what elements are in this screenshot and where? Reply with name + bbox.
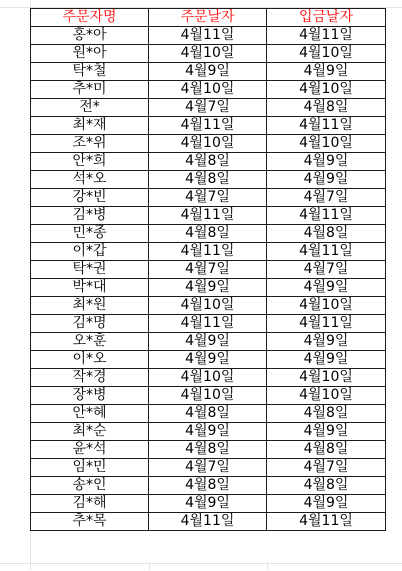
orderer-name-cell[interactable]: 최*순 — [31, 423, 149, 441]
table-row — [31, 207, 386, 225]
orderer-name-cell[interactable]: 민*종 — [31, 225, 149, 243]
order-date-cell[interactable]: 4월11일 — [149, 207, 267, 225]
order-date-cell[interactable]: 4월10일 — [149, 369, 267, 387]
order-date-cell[interactable]: 4월8일 — [149, 171, 267, 189]
table-row — [31, 459, 386, 477]
table-row — [31, 27, 386, 45]
order-date-cell[interactable]: 4월9일 — [149, 333, 267, 351]
payment-date-cell[interactable]: 4월8일 — [267, 405, 386, 423]
order-date-cell[interactable]: 4월9일 — [149, 279, 267, 297]
orderer-name-cell[interactable]: 최*원 — [31, 297, 149, 315]
payment-date-cell[interactable]: 4월9일 — [267, 495, 386, 513]
gridline-col-divider — [267, 562, 268, 570]
table-row — [31, 333, 386, 351]
table-row — [31, 243, 386, 261]
orderer-name-cell[interactable]: 안*혜 — [31, 405, 149, 423]
payment-date-cell[interactable]: 4월9일 — [267, 279, 386, 297]
orderer-name-cell[interactable]: 최*재 — [31, 117, 149, 135]
order-date-cell[interactable]: 4월10일 — [149, 387, 267, 405]
gridline-top — [0, 0, 402, 8]
order-date-cell[interactable]: 4월9일 — [149, 63, 267, 81]
orderer-name-cell[interactable]: 조*위 — [31, 135, 149, 153]
table-row — [31, 405, 386, 423]
order-date-cell[interactable]: 4월10일 — [149, 297, 267, 315]
table-row — [31, 153, 386, 171]
order-date-cell[interactable]: 4월9일 — [149, 495, 267, 513]
table-row — [31, 513, 386, 531]
order-date-cell[interactable]: 4월8일 — [149, 477, 267, 495]
order-date-cell[interactable]: 4월7일 — [149, 99, 267, 117]
orderer-name-cell[interactable]: 작*경 — [31, 369, 149, 387]
orderer-name-cell[interactable]: 이*오 — [31, 351, 149, 369]
orderer-name-cell[interactable]: 오*훈 — [31, 333, 149, 351]
orderer-name-cell[interactable]: 추*목 — [31, 513, 149, 531]
table-row — [31, 477, 386, 495]
orderer-name-cell[interactable]: 안*희 — [31, 153, 149, 171]
orderer-name-cell[interactable]: 임*민 — [31, 459, 149, 477]
table-row — [31, 81, 386, 99]
orderer-name-cell[interactable]: 윤*석 — [31, 441, 149, 459]
order-date-cell[interactable]: 4월9일 — [149, 423, 267, 441]
table-row — [31, 135, 386, 153]
payment-date-cell[interactable]: 4월9일 — [267, 63, 386, 81]
order-date-cell[interactable]: 4월8일 — [149, 153, 267, 171]
table-row — [31, 117, 386, 135]
orderer-name-cell[interactable]: 김*해 — [31, 495, 149, 513]
payment-date-cell[interactable]: 4월11일 — [267, 207, 386, 225]
payment-date-cell[interactable]: 4월10일 — [267, 81, 386, 99]
orderer-name-cell[interactable]: 김*명 — [31, 315, 149, 333]
table-row — [31, 225, 386, 243]
payment-date-cell[interactable]: 4월11일 — [267, 243, 386, 261]
table-row — [31, 297, 386, 315]
table-body — [31, 27, 386, 531]
payment-date-cell[interactable]: 4월10일 — [267, 297, 386, 315]
gridline-col-divider — [149, 562, 150, 570]
payment-date-cell[interactable]: 4월11일 — [267, 27, 386, 45]
order-date-cell[interactable]: 4월9일 — [149, 351, 267, 369]
order-date-cell[interactable]: 4월11일 — [149, 315, 267, 333]
order-date-cell[interactable]: 4월11일 — [149, 117, 267, 135]
table-row — [31, 261, 386, 279]
payment-date-cell[interactable]: 4월11일 — [267, 315, 386, 333]
orderer-name-cell[interactable]: 김*병 — [31, 207, 149, 225]
order-date-cell[interactable]: 4월7일 — [149, 459, 267, 477]
header-payment-date[interactable]: 입금날자 — [267, 9, 386, 27]
table-row — [31, 171, 386, 189]
payment-date-cell[interactable]: 4월11일 — [267, 513, 386, 531]
order-date-cell[interactable]: 4월8일 — [149, 225, 267, 243]
order-date-cell[interactable]: 4월10일 — [149, 45, 267, 63]
table-row — [31, 63, 386, 81]
header-orderer-name[interactable]: 주문자명 — [31, 9, 149, 27]
payment-date-cell[interactable]: 4월9일 — [267, 153, 386, 171]
table-row — [31, 45, 386, 63]
payment-date-cell[interactable]: 4월8일 — [267, 441, 386, 459]
table-row — [31, 189, 386, 207]
order-date-cell[interactable]: 4월8일 — [149, 405, 267, 423]
orderer-name-cell[interactable]: 탁*철 — [31, 63, 149, 81]
table-row — [31, 351, 386, 369]
payment-date-cell[interactable]: 4월7일 — [267, 459, 386, 477]
table-row — [31, 315, 386, 333]
gridline-left — [0, 0, 31, 570]
payment-date-cell[interactable]: 4월10일 — [267, 387, 386, 405]
table-row — [31, 279, 386, 297]
table-row — [31, 495, 386, 513]
orderer-name-cell[interactable]: 탁*권 — [31, 261, 149, 279]
payment-date-cell[interactable]: 4월8일 — [267, 99, 386, 117]
payment-date-cell[interactable]: 4월9일 — [267, 171, 386, 189]
table-row — [31, 369, 386, 387]
orderer-name-cell[interactable]: 강*빈 — [31, 189, 149, 207]
order-date-cell[interactable]: 4월10일 — [149, 81, 267, 99]
orderer-name-cell[interactable]: 홍*아 — [31, 27, 149, 45]
payment-date-cell[interactable]: 4월10일 — [267, 369, 386, 387]
payment-date-cell[interactable]: 4월10일 — [267, 45, 386, 63]
table-row — [31, 441, 386, 459]
orderer-name-cell[interactable]: 추*미 — [31, 81, 149, 99]
table-row — [31, 423, 386, 441]
header-row — [31, 9, 386, 27]
payment-date-cell[interactable]: 4월9일 — [267, 423, 386, 441]
payment-date-cell[interactable]: 4월11일 — [267, 117, 386, 135]
payment-date-cell[interactable]: 4월7일 — [267, 189, 386, 207]
orderer-name-cell[interactable]: 이*갑 — [31, 243, 149, 261]
orderer-name-cell[interactable]: 장*병 — [31, 387, 149, 405]
orderer-name-cell[interactable]: 송*인 — [31, 477, 149, 495]
orderer-name-cell[interactable]: 원*아 — [31, 45, 149, 63]
order-table — [30, 8, 386, 531]
orderer-name-cell[interactable]: 박*대 — [31, 279, 149, 297]
table-row — [31, 387, 386, 405]
payment-date-cell[interactable]: 4월8일 — [267, 225, 386, 243]
order-date-cell[interactable]: 4월11일 — [149, 27, 267, 45]
order-date-cell[interactable]: 4월7일 — [149, 261, 267, 279]
header-order-date[interactable]: 주문날자 — [149, 9, 267, 27]
payment-date-cell[interactable]: 4월8일 — [267, 477, 386, 495]
order-date-cell[interactable]: 4월10일 — [149, 135, 267, 153]
payment-date-cell[interactable]: 4월7일 — [267, 261, 386, 279]
order-date-cell[interactable]: 4월11일 — [149, 513, 267, 531]
payment-date-cell[interactable]: 4월9일 — [267, 333, 386, 351]
table-row — [31, 99, 386, 117]
orderer-name-cell[interactable]: 전* — [31, 99, 149, 117]
order-date-cell[interactable]: 4월8일 — [149, 441, 267, 459]
payment-date-cell[interactable]: 4월10일 — [267, 135, 386, 153]
order-date-cell[interactable]: 4월11일 — [149, 243, 267, 261]
order-date-cell[interactable]: 4월7일 — [149, 189, 267, 207]
orderer-name-cell[interactable]: 석*오 — [31, 171, 149, 189]
payment-date-cell[interactable]: 4월9일 — [267, 351, 386, 369]
